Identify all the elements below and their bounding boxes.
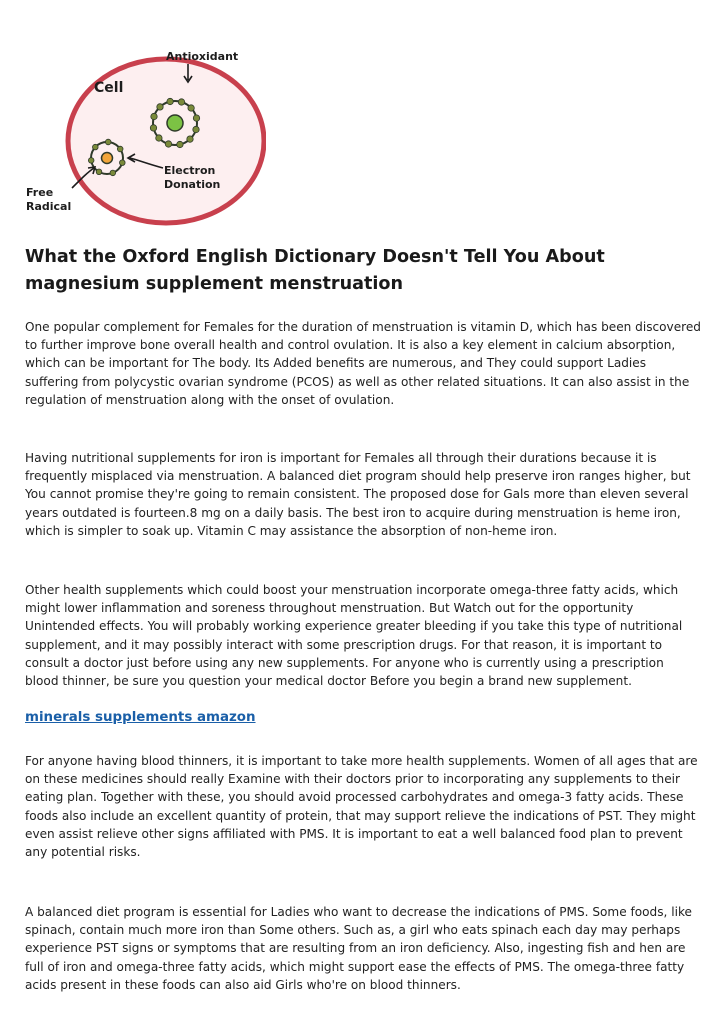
antioxidant-electron-dot [156,135,162,141]
antioxidant-electron-dot [150,125,156,131]
free-radical-electron-dot [88,158,94,164]
antioxidant-electron-dot [193,115,199,121]
antioxidant-electron-dot [157,104,163,110]
cell-antioxidant-illustration [18,36,266,226]
article-paragraph-5: A balanced diet program is essential for Ladies who want to decrease the indications of PMS. Some foods, like spinach, contain much more iron than Some others. Such as, a girl who eats spinach each day may perhaps experience PST signs or symptoms that are resulting from an iron deficiency. Also, ingesting fish and hen are full of iron and omega-three fatty acids, which might support ease the effects of PMS. The omega-three fatty acids present in these foods can also aid Girls who're on blood thinners. [25,905,692,992]
donation-label: Donation [164,178,221,191]
article-paragraph-1: One popular complement for Females for the duration of menstruation is vitamin D, which has been discovered to further improve bone overall health and control ovulation. It is also a key element in calcium absorption, which can be important for The body. Its Added benefits are numerous, and They could support Ladies suffering from polycystic ovarian syndrome (PCOS) as well as other related situations. It can also assist in the regulation of menstruation along with the onset of ovulation. [25,320,701,407]
antioxidant-electron-dot [167,98,173,104]
antioxidant-electron-dot [187,136,193,142]
free-radical-electron-dot [105,139,111,145]
antioxidant-electron-dot [178,99,184,105]
free-radical-electron-dot [93,144,99,150]
minerals-supplements-link[interactable]: minerals supplements amazon [25,710,256,725]
article-paragraph-4: For anyone having blood thinners, it is important to take more health supplements. Women of all ages that are on these medicines should really Examine with their doctors prior to incorporating any supplements to their eating plan. Together with these, you should avoid processed carbohydrates and omega-3 fatty acids. These foods also include an excellent quantity of protein, that may support relieve the indications of PST. They might even assist relieve other signs affiliated with PMS. It is important to eat a well balanced food plan to prevent any potential risks. [25,754,698,860]
cell-diagram [18,36,266,226]
free-radical-electron-dot [117,146,123,152]
radical-label: Radical [26,200,72,213]
free-radical-electron-dot [110,170,116,176]
free-radical-core [102,153,113,164]
article-paragraph-2: Having nutritional supplements for iron is important for Females all through their durations because it is frequently misplaced via menstruation. A balanced diet program should help preserve iron ranges higher, but You cannot promise they're going to remain consistent. The proposed dose for Gals more than eleven several years outdated is fourteen.8 mg on a daily basis. The best iron to acquire during menstruation is heme iron, which is simpler to soak up. Vitamin C may assistance the absorption of non-heme iron. [25,451,691,538]
free-label: Free [26,186,54,199]
article-title: What the Oxford English Dictionary Doesn't Tell You About magnesium supplement menstruation [25,247,605,294]
antioxidant-electron-dot [165,141,171,147]
free-radical-electron-dot [120,160,126,166]
cell-label: Cell [94,80,124,96]
electron-label: Electron [164,164,216,177]
free-radical-electron-dot [96,169,102,175]
antioxidant-label: Antioxidant [166,50,239,63]
antioxidant-electron-dot [151,113,157,119]
antioxidant-electron-dot [188,105,194,111]
antioxidant-core [167,115,183,131]
article-paragraph-3: Other health supplements which could boost your menstruation incorporate omega-three fatty acids, which might lower inflammation and soreness throughout menstruation. But Watch out for the opportunity Unintended effects. You will probably working experience greater bleeding if you take this type of nutritional supplement, and it may possibly interact with some prescription drugs. For that reason, it is important to consult a doctor just before using any new supplements. For anyone who is currently using a prescription blood thinner, be sure you question your medical doctor Before you begin a brand new supplement. [25,583,683,689]
antioxidant-electron-dot [193,126,199,132]
antioxidant-electron-dot [177,141,183,147]
